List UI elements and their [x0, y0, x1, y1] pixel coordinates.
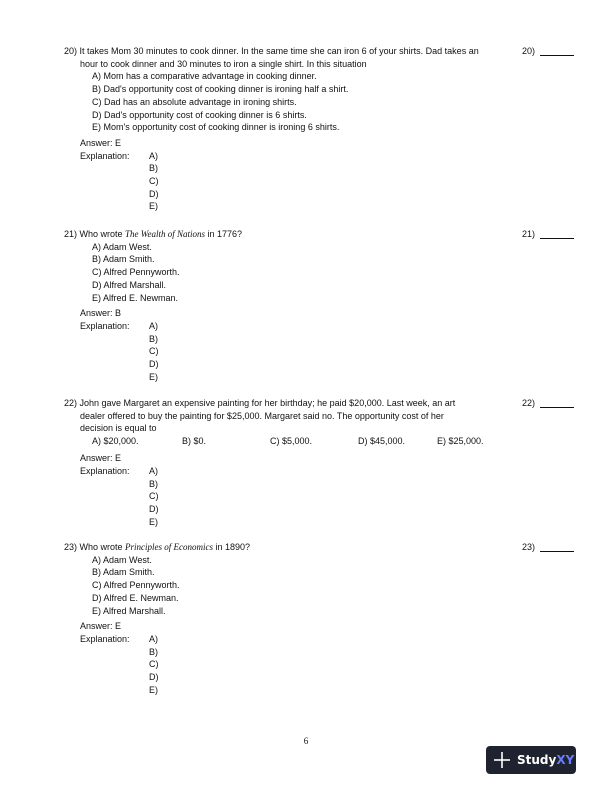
question-23 — [64, 541, 604, 696]
option: A) $20,000. — [92, 436, 139, 447]
option: E) $25,000. — [437, 436, 484, 447]
option-list — [64, 241, 604, 305]
question-text: 22) John gave Margaret an expensive painting for her birthday; he paid $20,000. Last week, an art dealer offered to buy the painting for $25,000. Margaret said no. The opportunity cost of her decision is equal to — [64, 398, 456, 434]
explanation-letter: B) — [149, 333, 158, 344]
question-number: 23) — [522, 542, 536, 552]
explanation-label: Explanation: — [80, 465, 130, 476]
explanation — [64, 633, 604, 697]
question-text: 23) Who wrote Principles of Economics in 1890? — [64, 542, 251, 552]
option: A) Adam West. — [92, 554, 152, 565]
option: B) Adam Smith. — [92, 567, 155, 578]
explanation-letter: B) — [149, 163, 158, 174]
explanation-letter: A) — [149, 633, 158, 644]
answer: Answer: E — [80, 137, 122, 148]
option: C) Alfred Pennyworth. — [92, 580, 180, 591]
option: B) Dad's opportunity cost of cooking dinner is ironing half a shirt. — [92, 84, 349, 95]
explanation-letter: B) — [149, 478, 158, 489]
explanation-letter: B) — [149, 646, 158, 657]
explanation-label: Explanation: — [80, 320, 130, 331]
explanation-letter: D) — [149, 672, 159, 683]
explanation-letter: D) — [149, 188, 159, 199]
book-title: The Wealth of Nations — [125, 229, 205, 239]
brand-main: Study — [517, 752, 557, 767]
answer: Answer: E — [80, 453, 122, 464]
page-number: 6 — [303, 736, 309, 746]
explanation — [64, 150, 604, 214]
explanation-label: Explanation: — [80, 150, 130, 161]
explanation-letter: C) — [149, 659, 159, 670]
answer: Answer: E — [80, 621, 122, 632]
question-text: 21) Who wrote The Wealth of Nations in 1776? — [64, 229, 243, 239]
explanation-letter: A) — [149, 465, 158, 476]
explanation — [64, 465, 604, 529]
explanation-letter: E) — [149, 371, 158, 382]
question-number: 20) — [522, 46, 536, 56]
explanation-letter: A) — [149, 320, 158, 331]
option-list — [64, 554, 604, 618]
question-number: 21) — [522, 229, 536, 239]
explanation-letter: C) — [149, 491, 159, 502]
option: B) Adam Smith. — [92, 254, 155, 265]
explanation-label: Explanation: — [80, 633, 130, 644]
answer: Answer: B — [80, 308, 122, 319]
explanation-letter: E) — [149, 201, 158, 212]
question-21 — [64, 228, 604, 383]
option: D) Alfred Marshall. — [92, 279, 167, 290]
brand-accent: XY — [556, 752, 575, 767]
explanation-letter: C) — [149, 346, 159, 357]
option: A) Adam West. — [92, 241, 152, 252]
book-title: Principles of Economics — [125, 542, 214, 552]
question-number: 22) — [522, 398, 536, 408]
option: C) Dad has an absolute advantage in ironing shirts. — [92, 96, 297, 107]
explanation-letter: A) — [149, 150, 158, 161]
option: B) $0. — [182, 436, 207, 447]
explanation-letter: C) — [149, 176, 159, 187]
option: C) Alfred Pennyworth. — [92, 267, 180, 278]
answer-line — [540, 238, 574, 239]
option-list — [64, 70, 604, 134]
option-row — [64, 435, 604, 449]
option: E) Alfred Marshall. — [92, 605, 166, 616]
option: D) $45,000. — [358, 436, 406, 447]
option: E) Mom's opportunity cost of cooking dinner is ironing 6 shirts. — [92, 122, 340, 133]
explanation-letter: D) — [149, 359, 159, 370]
answer-line — [540, 55, 574, 56]
question-text: 20) It takes Mom 30 minutes to cook dinner. In the same time she can iron 6 of your shirts. Dad takes an hour to cook dinner and 30 minutes to iron a single shirt. In this situation — [64, 46, 479, 69]
plus-icon — [492, 750, 512, 770]
question-22 — [64, 397, 604, 528]
option: E) Alfred E. Newman. — [92, 292, 179, 303]
option: D) Alfred E. Newman. — [92, 592, 179, 603]
option: A) Mom has a comparative advantage in cooking dinner. — [92, 71, 317, 82]
explanation-letter: E) — [149, 684, 158, 695]
explanation-letter: D) — [149, 503, 159, 514]
explanation-letter: E) — [149, 516, 158, 527]
studyxy-badge[interactable] — [486, 746, 576, 774]
question-20 — [64, 45, 604, 213]
answer-line — [540, 551, 574, 552]
option: C) $5,000. — [270, 436, 313, 447]
explanation — [64, 320, 604, 384]
option: D) Dad's opportunity cost of cooking dinner is 6 shirts. — [92, 109, 307, 120]
answer-line — [540, 407, 574, 408]
